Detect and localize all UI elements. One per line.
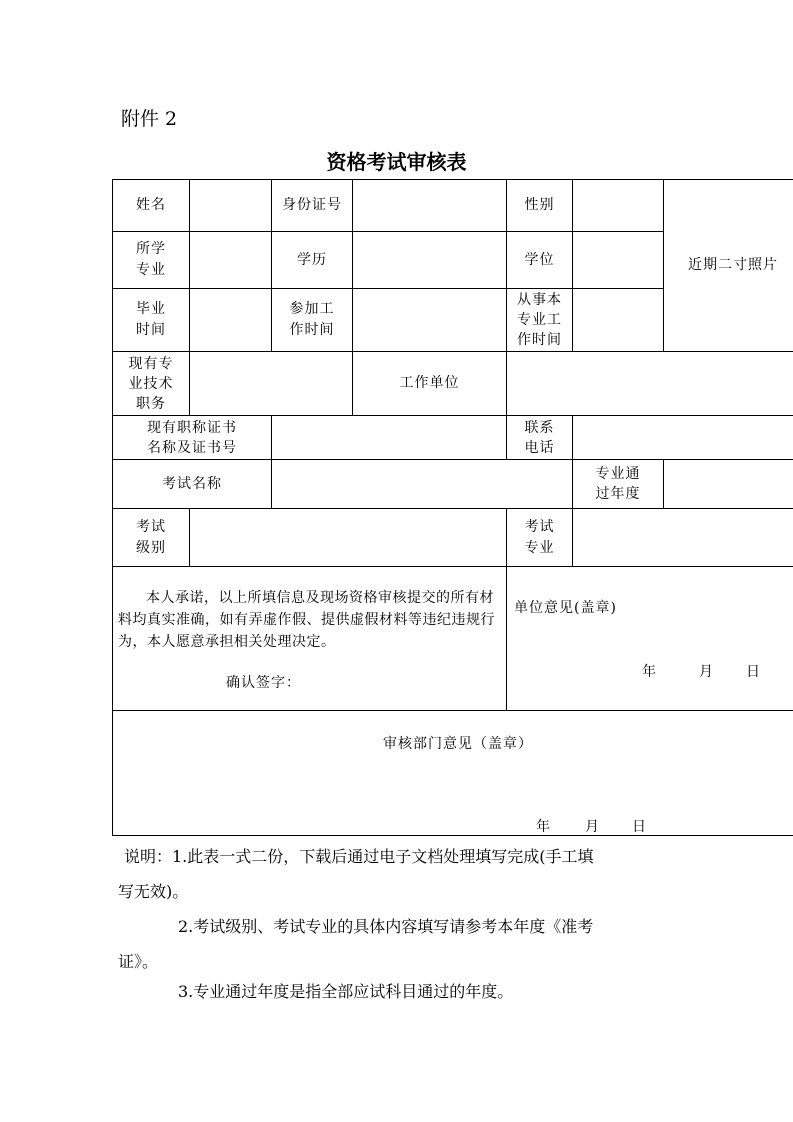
label-work-start-line2: 作时间: [289, 322, 335, 338]
attachment-label: 附件 2: [121, 108, 178, 130]
note-1-line2: 写无效)。: [118, 882, 189, 901]
label-cert-line1: 现有职称证书: [147, 419, 237, 436]
unit-opinion-month: 月: [699, 664, 714, 680]
label-prof-work-line3: 作时间: [517, 332, 562, 348]
form-title: 资格考试审核表: [326, 150, 467, 174]
label-tech-title-line2: 业技术: [128, 375, 174, 392]
review-opinion-year: 年: [536, 819, 551, 835]
input-professional-work-time[interactable]: [572, 288, 664, 352]
label-phone-line1: 联系: [524, 419, 555, 436]
note-3: 3.专业通过年度是指全部应试科目通过的年度。: [178, 982, 514, 1001]
label-work-start-time: [271, 288, 353, 352]
label-professional-work-time: [506, 288, 573, 352]
note-2-line2: 证》。: [118, 952, 159, 971]
label-technical-title: [112, 351, 190, 416]
input-gender[interactable]: [572, 179, 664, 232]
input-degree[interactable]: [572, 231, 664, 289]
label-employer: 工作单位: [352, 351, 507, 416]
label-level-line2: 级别: [136, 539, 166, 556]
pledge-text: 本人承诺，以上所填信息及现场资格审核提交的所有材料均真实准确，如有弄虚作假、提供虚假材料等违纪违规行为，本人愿意承担相关处理决定。: [118, 590, 495, 650]
input-certificate[interactable]: [271, 415, 507, 460]
input-exam-level[interactable]: [189, 508, 507, 567]
label-exam-name: 考试名称: [112, 459, 272, 509]
label-exam-major-line1: 考试: [524, 518, 555, 535]
label-major-line1: 所学: [136, 241, 166, 257]
review-opinion-month: 月: [585, 819, 600, 835]
review-opinion-box[interactable]: [112, 710, 793, 836]
input-education[interactable]: [352, 231, 507, 289]
label-tech-title-line1: 现有专: [128, 355, 174, 372]
label-work-start-line1: 参加工: [289, 301, 335, 317]
label-pass-year: [572, 459, 664, 509]
label-prof-work-line2: 专业工: [517, 312, 562, 328]
label-phone: [506, 415, 573, 460]
label-cert-line2: 名称及证书号: [147, 439, 237, 456]
label-name: 姓名: [112, 179, 190, 232]
label-level-line1: 考试: [136, 518, 166, 535]
input-graduation-time[interactable]: [189, 288, 272, 352]
input-id-number[interactable]: [352, 179, 507, 232]
label-pass-year-line2: 过年度: [595, 486, 641, 502]
review-opinion-label: 审核部门意见（盖章）: [383, 736, 533, 752]
label-gender: 性别: [506, 179, 573, 232]
input-employer[interactable]: [506, 351, 793, 416]
photo-box[interactable]: [663, 179, 793, 352]
input-exam-name[interactable]: [271, 459, 573, 509]
input-phone[interactable]: [572, 415, 793, 460]
input-exam-major[interactable]: [572, 508, 793, 567]
unit-opinion-year: 年: [642, 664, 657, 680]
pledge-sign-label: 确认签字：: [226, 675, 301, 691]
label-exam-level: [112, 508, 190, 567]
label-degree: 学位: [506, 231, 573, 289]
input-name[interactable]: [189, 179, 272, 232]
input-pass-year[interactable]: [663, 459, 793, 509]
label-exam-major-line2: 专业: [524, 539, 555, 556]
unit-opinion-day: 日: [746, 664, 761, 680]
label-phone-line2: 电话: [524, 439, 555, 456]
label-major-line2: 专业: [136, 262, 166, 278]
note-1-line1: 说明：1.此表一式二份，下载后通过电子文档处理填写完成(手工填: [124, 847, 594, 866]
note-2-line1: 2.考试级别、考试专业的具体内容填写请参考本年度《准考: [178, 917, 594, 936]
label-prof-work-line1: 从事本: [517, 292, 562, 308]
input-technical-title[interactable]: [189, 351, 353, 416]
input-major[interactable]: [189, 231, 272, 289]
label-id-number: 身份证号: [271, 179, 353, 232]
label-graduation-line2: 时间: [136, 322, 166, 338]
unit-opinion-label: 单位意见(盖章): [514, 600, 617, 616]
label-education: 学历: [271, 231, 353, 289]
label-graduation-time: [112, 288, 190, 352]
label-certificate: [112, 415, 272, 460]
input-work-start-time[interactable]: [352, 288, 507, 352]
label-exam-major: [506, 508, 573, 567]
label-graduation-line1: 毕业: [136, 301, 166, 317]
label-tech-title-line3: 职务: [136, 395, 166, 412]
unit-opinion-box[interactable]: [506, 566, 793, 711]
review-opinion-day: 日: [632, 819, 647, 835]
label-major: [112, 231, 190, 289]
photo-label: 近期二寸照片: [688, 257, 778, 273]
label-pass-year-line1: 专业通: [595, 466, 641, 482]
